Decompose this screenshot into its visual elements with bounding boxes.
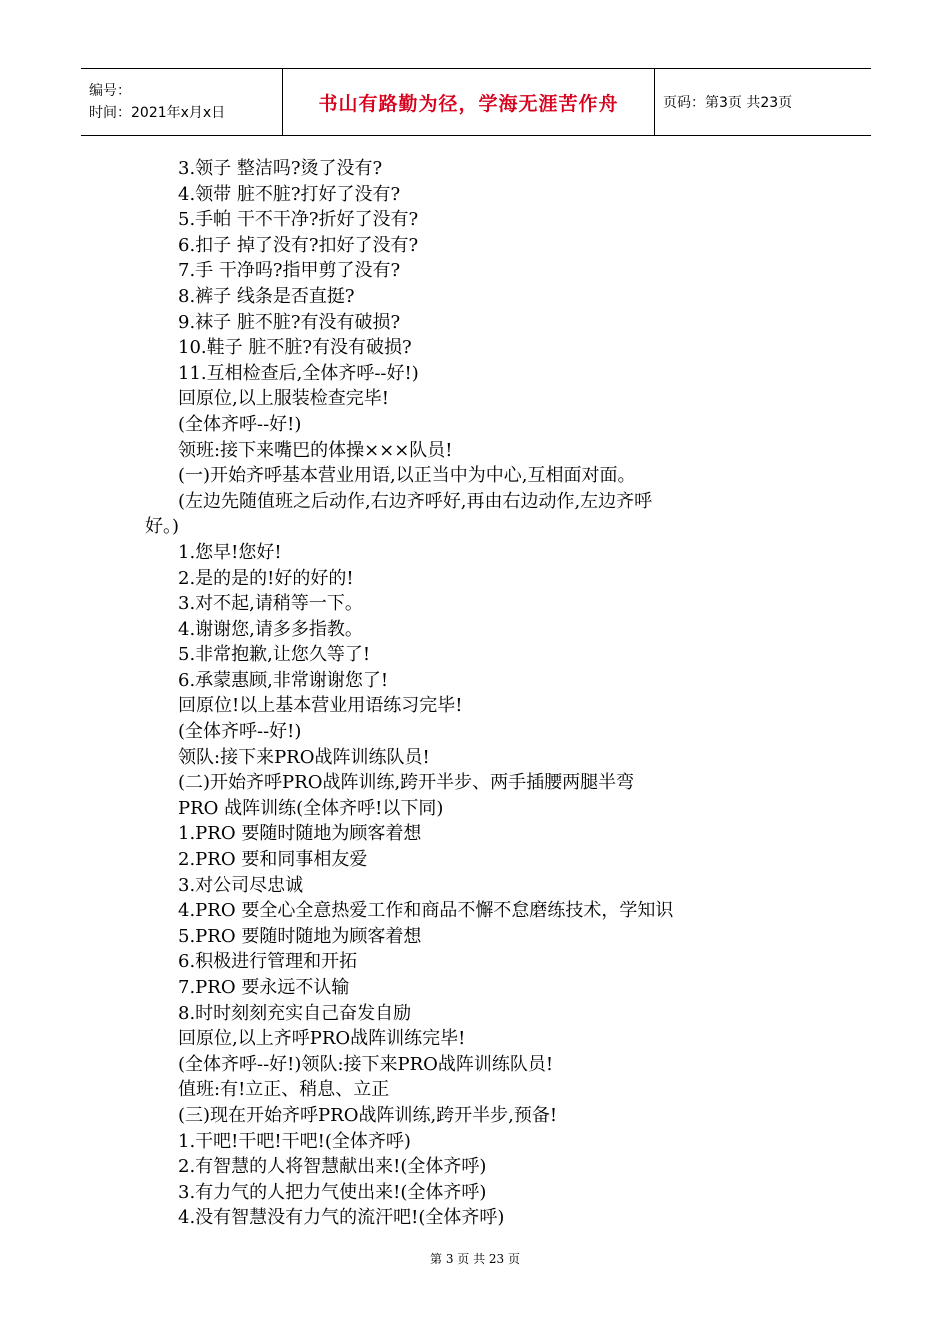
body-line: 8.时时刻刻充实自己奋发自励 (178, 1002, 412, 1024)
body-line: 8.裤子 线条是否直挺? (178, 285, 355, 307)
body-line: (左边先随值班之后动作,右边齐呼好,再由右边动作,左边齐呼 (178, 490, 653, 512)
body-line: 4.领带 脏不脏?打好了没有? (178, 183, 401, 205)
header-page-cell (655, 69, 871, 135)
header-meta-cell (81, 69, 283, 135)
body-line: 10.鞋子 脏不脏?有没有破损? (178, 337, 412, 359)
body-line: 6.积极进行管理和开拓 (178, 951, 358, 973)
body-line: 2.PRO 要和同事相友爱 (178, 849, 368, 871)
footer-page-number: 第 3 页 共 23 页 (430, 1252, 520, 1266)
body-line: 9.袜子 脏不脏?有没有破损? (178, 311, 401, 333)
body-line: 2.有智慧的人将智慧献出来!(全体齐呼) (178, 1156, 487, 1178)
body-line: 11.互相检查后,全体齐呼--好!) (178, 362, 419, 384)
body-line: 4.谢谢您,请多多指教。 (178, 618, 363, 640)
document-number-label: 编号： (89, 83, 131, 99)
body-line: 值班:有!立正、稍息、立正 (178, 1079, 390, 1101)
body-line: PRO 战阵训练(全体齐呼!以下同) (178, 797, 444, 819)
body-line: 3.领子 整洁吗?烫了没有? (178, 158, 383, 179)
body-line: (全体齐呼--好!) (178, 721, 302, 743)
body-line: 好。) (145, 516, 180, 538)
body-line: 回原位!以上基本营业用语练习完毕! (178, 695, 463, 717)
body-line: 6.承蒙惠顾,非常谢谢您了! (178, 669, 389, 691)
body-line: 6.扣子 掉了没有?扣好了没有? (178, 234, 419, 256)
document-body (145, 156, 825, 1231)
body-line: 7.PRO 要永远不认输 (178, 977, 350, 998)
body-line: (一)开始齐呼基本营业用语,以正当中为中心,互相面对面。 (178, 465, 636, 487)
body-line: (全体齐呼--好!) (178, 413, 302, 435)
body-line: 3.对不起,请稍等一下。 (178, 593, 363, 615)
body-line: (三)现在开始齐呼PRO战阵训练,跨开半步,预备! (178, 1104, 558, 1126)
header-page-info: 页码：第3页 共23页 (663, 95, 793, 111)
body-line: 4.没有智慧没有力气的流汗吧!(全体齐呼) (178, 1207, 505, 1229)
body-line: 3.有力气的人把力气使出来!(全体齐呼) (178, 1181, 487, 1203)
body-line: 5.非常抱歉,让您久等了! (178, 644, 371, 666)
body-line: 领队:接下来PRO战阵训练队员! (178, 746, 430, 768)
document-date-label: 时间：2021年x月x日 (89, 105, 226, 121)
body-line: 领班:接下来嘴巴的体操×××队员! (178, 439, 453, 461)
header-motto-cell (283, 69, 655, 135)
header-motto: 书山有路勤为径，学海无涯苦作舟 (318, 92, 619, 115)
body-line: 1.干吧!干吧!干吧!(全体齐呼) (178, 1130, 411, 1152)
body-line: 回原位,以上服装检查完毕! (178, 388, 389, 410)
body-line: (二)开始齐呼PRO战阵训练,跨开半步、两手插腰两腿半弯 (178, 772, 635, 794)
body-line: 1.您早!您好! (178, 541, 282, 563)
body-line: 5.手帕 干不干净?折好了没有? (178, 209, 419, 231)
body-line: 3.对公司尽忠诚 (178, 874, 304, 896)
body-line: 5.PRO 要随时随地为顾客着想 (178, 925, 422, 947)
body-line: 2.是的是的!好的好的! (178, 567, 354, 589)
body-line: (全体齐呼--好!)领队:接下来PRO战阵训练队员! (178, 1053, 554, 1075)
page-footer (0, 1250, 950, 1267)
body-line: 4.PRO 要全心全意热爱工作和商品不懈不怠磨练技术，学知识 (178, 900, 674, 922)
page-header (81, 68, 871, 136)
body-line: 1.PRO 要随时随地为顾客着想 (178, 823, 422, 845)
body-line: 7.手 干净吗?指甲剪了没有? (178, 260, 401, 282)
body-line: 回原位,以上齐呼PRO战阵训练完毕! (178, 1028, 466, 1050)
